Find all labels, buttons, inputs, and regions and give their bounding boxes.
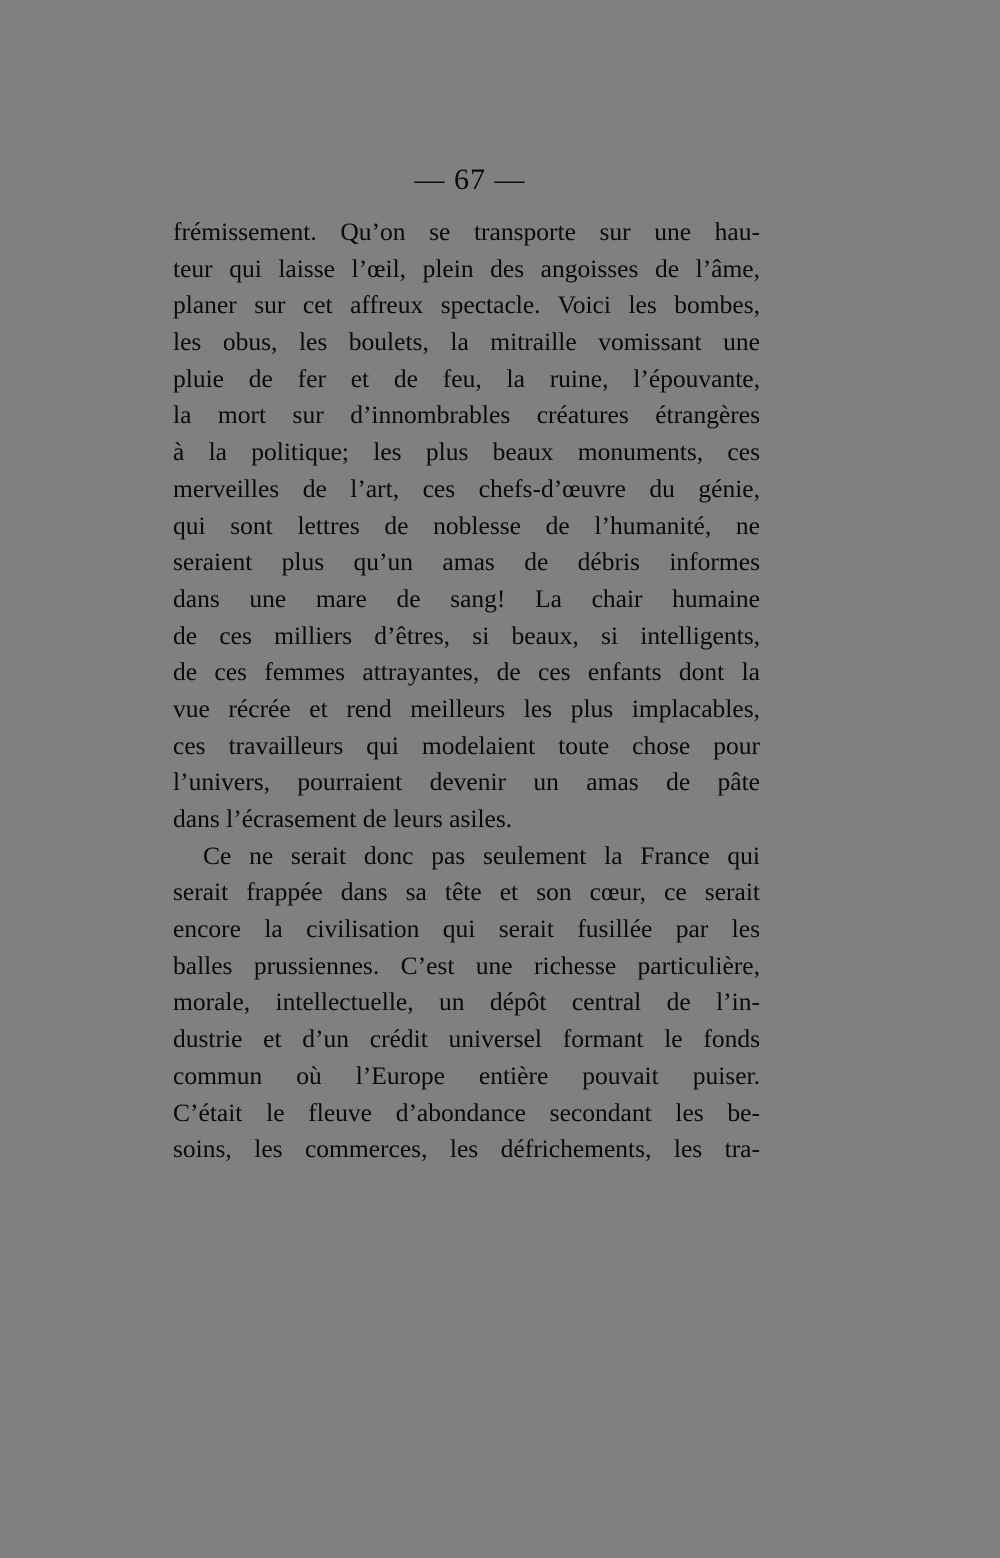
text-line: de ces femmes attrayantes, de ces enfants dont la bbox=[173, 657, 760, 687]
page-number: — 67 — bbox=[414, 163, 526, 196]
text-line: frémissement. Qu’on se transporte sur une hau- bbox=[173, 217, 760, 246]
text-line: à la politique; les plus beaux monuments, ces bbox=[173, 437, 760, 467]
text-line: la mort sur d’innombrables créatures étrangères bbox=[173, 400, 760, 430]
text-line: encore la civilisation qui serait fusillée par les bbox=[173, 914, 760, 944]
text-line: balles prussiennes. C’est une richesse particulière, bbox=[173, 950, 760, 980]
text-line: commun où l’Europe entière pouvait puiser. bbox=[173, 1060, 760, 1090]
text-line: qui sont lettres de noblesse de l’humanité, ne bbox=[173, 510, 760, 540]
body-text bbox=[173, 214, 760, 1168]
paragraph-1 bbox=[173, 214, 760, 838]
text-line: seraient plus qu’un amas de débris informes bbox=[173, 547, 760, 577]
text-line: planer sur cet affreux spectacle. Voici les bombes, bbox=[173, 290, 760, 320]
text-line: morale, intellectuelle, un dépôt central de l’in- bbox=[173, 987, 760, 1017]
text-line: vue récrée et rend meilleurs les plus implacables, bbox=[173, 693, 760, 723]
text-line: serait frappée dans sa tête et son cœur, ce serait bbox=[173, 877, 760, 907]
text-line: pluie de fer et de feu, la ruine, l’épouvante, bbox=[173, 363, 760, 393]
text-line: l’univers, pourraient devenir un amas de pâte bbox=[173, 767, 760, 797]
text-line: Ce ne serait donc pas seulement la France qui bbox=[203, 840, 760, 870]
text-line: les obus, les boulets, la mitraille vomissant une bbox=[173, 327, 760, 357]
text-line: soins, les commerces, les défrichements, les tra- bbox=[173, 1134, 760, 1164]
text-line: dans une mare de sang! La chair humaine bbox=[173, 583, 760, 613]
paragraph-2 bbox=[173, 838, 760, 1168]
text-line: merveilles de l’art, ces chefs-d’œuvre du génie, bbox=[173, 473, 760, 503]
text-line: de ces milliers d’êtres, si beaux, si intelligents, bbox=[173, 620, 760, 650]
text-line: C’était le fleuve d’abondance secondant les be- bbox=[173, 1097, 760, 1127]
text-line: teur qui laisse l’œil, plein des angoisses de l’âme, bbox=[173, 253, 760, 283]
text-line: ces travailleurs qui modelaient toute chose pour bbox=[173, 730, 760, 760]
text-line: dans l’écrasement de leurs asiles. bbox=[173, 804, 513, 833]
text-line: dustrie et d’un crédit universel formant le fonds bbox=[173, 1024, 760, 1054]
